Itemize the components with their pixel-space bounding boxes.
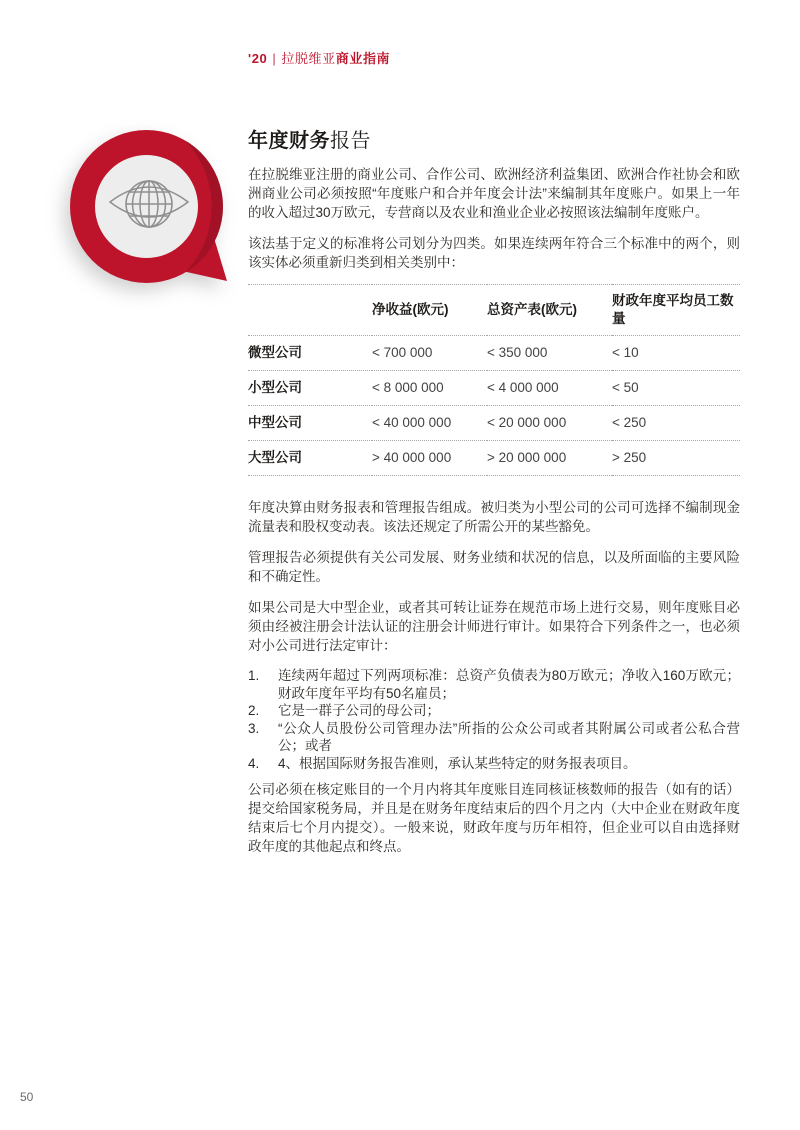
paragraph: 在拉脱维亚注册的商业公司、合作公司、欧洲经济利益集团、欧洲合作社协会和欧洲商业公司必须按照“年度账户和合并年度会计法”来编制其年度账户。如果上一年的收入超过30万欧元，专营商以及农业和渔业企业必按照该法编制年度账户。 bbox=[248, 167, 740, 220]
row-label: 小型公司 bbox=[248, 380, 302, 395]
company-size-table-body bbox=[248, 336, 740, 476]
table-row bbox=[248, 336, 740, 371]
header-year: '20 bbox=[248, 51, 268, 66]
article-column bbox=[248, 130, 740, 868]
list-item-text: 连续两年超过下列两项标准：总资产负债表为80万欧元；净收入160万欧元；财政年度年平均有50名雇员； bbox=[278, 668, 740, 701]
row-label: 大型公司 bbox=[248, 450, 302, 465]
table-cell: < 40 000 000 bbox=[372, 415, 452, 430]
table-row bbox=[248, 371, 740, 406]
page-title-bold: 年度财务 bbox=[248, 130, 330, 152]
col-header-net-income: 净收益(欧元) bbox=[372, 302, 449, 317]
table-cell: > 40 000 000 bbox=[372, 450, 452, 465]
running-header bbox=[248, 52, 390, 66]
table-cell: < 250 bbox=[612, 415, 647, 430]
page-title-light: 报告 bbox=[330, 130, 371, 152]
table-cell: < 50 bbox=[612, 380, 639, 395]
table-cell: < 10 bbox=[612, 345, 639, 360]
col-header-empty bbox=[248, 285, 372, 336]
page-number: 50 bbox=[20, 1090, 34, 1104]
page-title bbox=[248, 130, 740, 152]
list-item-number: 3. bbox=[248, 720, 260, 736]
table-head bbox=[248, 285, 740, 336]
paragraph: 年度决算由财务报表和管理报告组成。被归类为小型公司的公司可选择不编制现金流量表和股权变动表。该法还规定了所需公开的某些豁免。 bbox=[248, 500, 740, 534]
company-size-table bbox=[248, 284, 740, 476]
table-cell: < 20 000 000 bbox=[487, 415, 567, 430]
paragraph: 管理报告必须提供有关公司发展、财务业绩和状况的信息，以及所面临的主要风险和不确定性。 bbox=[248, 550, 740, 584]
table-cell: < 700 000 bbox=[372, 345, 433, 360]
row-label: 微型公司 bbox=[248, 345, 302, 360]
table-cell: > 250 bbox=[612, 450, 647, 465]
header-brand-bold: 商业指南 bbox=[335, 51, 391, 66]
header-brand-light: 拉脱维亚 bbox=[281, 51, 336, 66]
table-row bbox=[248, 406, 740, 441]
list-item-number: 4. bbox=[248, 755, 260, 771]
table-cell: > 20 000 000 bbox=[487, 450, 567, 465]
paragraph: 公司必须在核定账目的一个月内将其年度账目连同核证核数师的报告（如有的话）提交给国家税务局，并且是在财务年度结束后的四个月之内（大中企业在财政年度结束后七个月内提交）。一般来说，财政年度与历年相符，但企业可以自由选择财政年度的其他起点和终点。 bbox=[248, 782, 740, 854]
list-item bbox=[248, 702, 740, 720]
table-header-row bbox=[248, 285, 740, 336]
list-item-number: 1. bbox=[248, 668, 260, 683]
list-item bbox=[248, 667, 740, 702]
list-item bbox=[248, 755, 740, 773]
list-item bbox=[248, 720, 740, 755]
chapter-badge bbox=[66, 126, 232, 292]
table-row bbox=[248, 441, 740, 476]
paragraph: 如果公司是大中型企业，或者其可转让证券在规范市场上进行交易，则年度账目必须由经被注册会计法认证的注册会计师进行审计。如果符合下列条件之一，也必须对小公司进行法定审计： bbox=[248, 600, 740, 653]
col-header-employees: 财政年度平均员工数量 bbox=[612, 293, 734, 326]
list-item-text: 4、根据国际财务报告准则，承认某些特定的财务报表项目。 bbox=[278, 755, 637, 771]
header-divider: | bbox=[272, 51, 277, 66]
row-label: 中型公司 bbox=[248, 415, 302, 430]
body-paragraphs bbox=[248, 498, 740, 655]
list-item-text: “公众人员股份公司管理办法”所指的公众公司或者其附属公司或者公私合营公；或者 bbox=[278, 720, 740, 753]
table-cell: < 350 000 bbox=[487, 345, 548, 360]
col-header-total-assets: 总资产表(欧元) bbox=[487, 302, 577, 317]
eye-globe-icon bbox=[66, 126, 232, 292]
table-cell: < 4 000 000 bbox=[487, 380, 559, 395]
paragraph: 该法基于定义的标准将公司划分为四类。如果连续两年符合三个标准中的两个，则该实体必须重新归类到相关类别中： bbox=[248, 236, 740, 270]
audit-conditions-list bbox=[248, 667, 740, 772]
list-item-number: 2. bbox=[248, 703, 260, 718]
table-cell: < 8 000 000 bbox=[372, 380, 444, 395]
list-item-text: 它是一群子公司的母公司； bbox=[278, 703, 440, 718]
closing-paragraphs bbox=[248, 780, 740, 856]
intro-paragraphs bbox=[248, 165, 740, 272]
